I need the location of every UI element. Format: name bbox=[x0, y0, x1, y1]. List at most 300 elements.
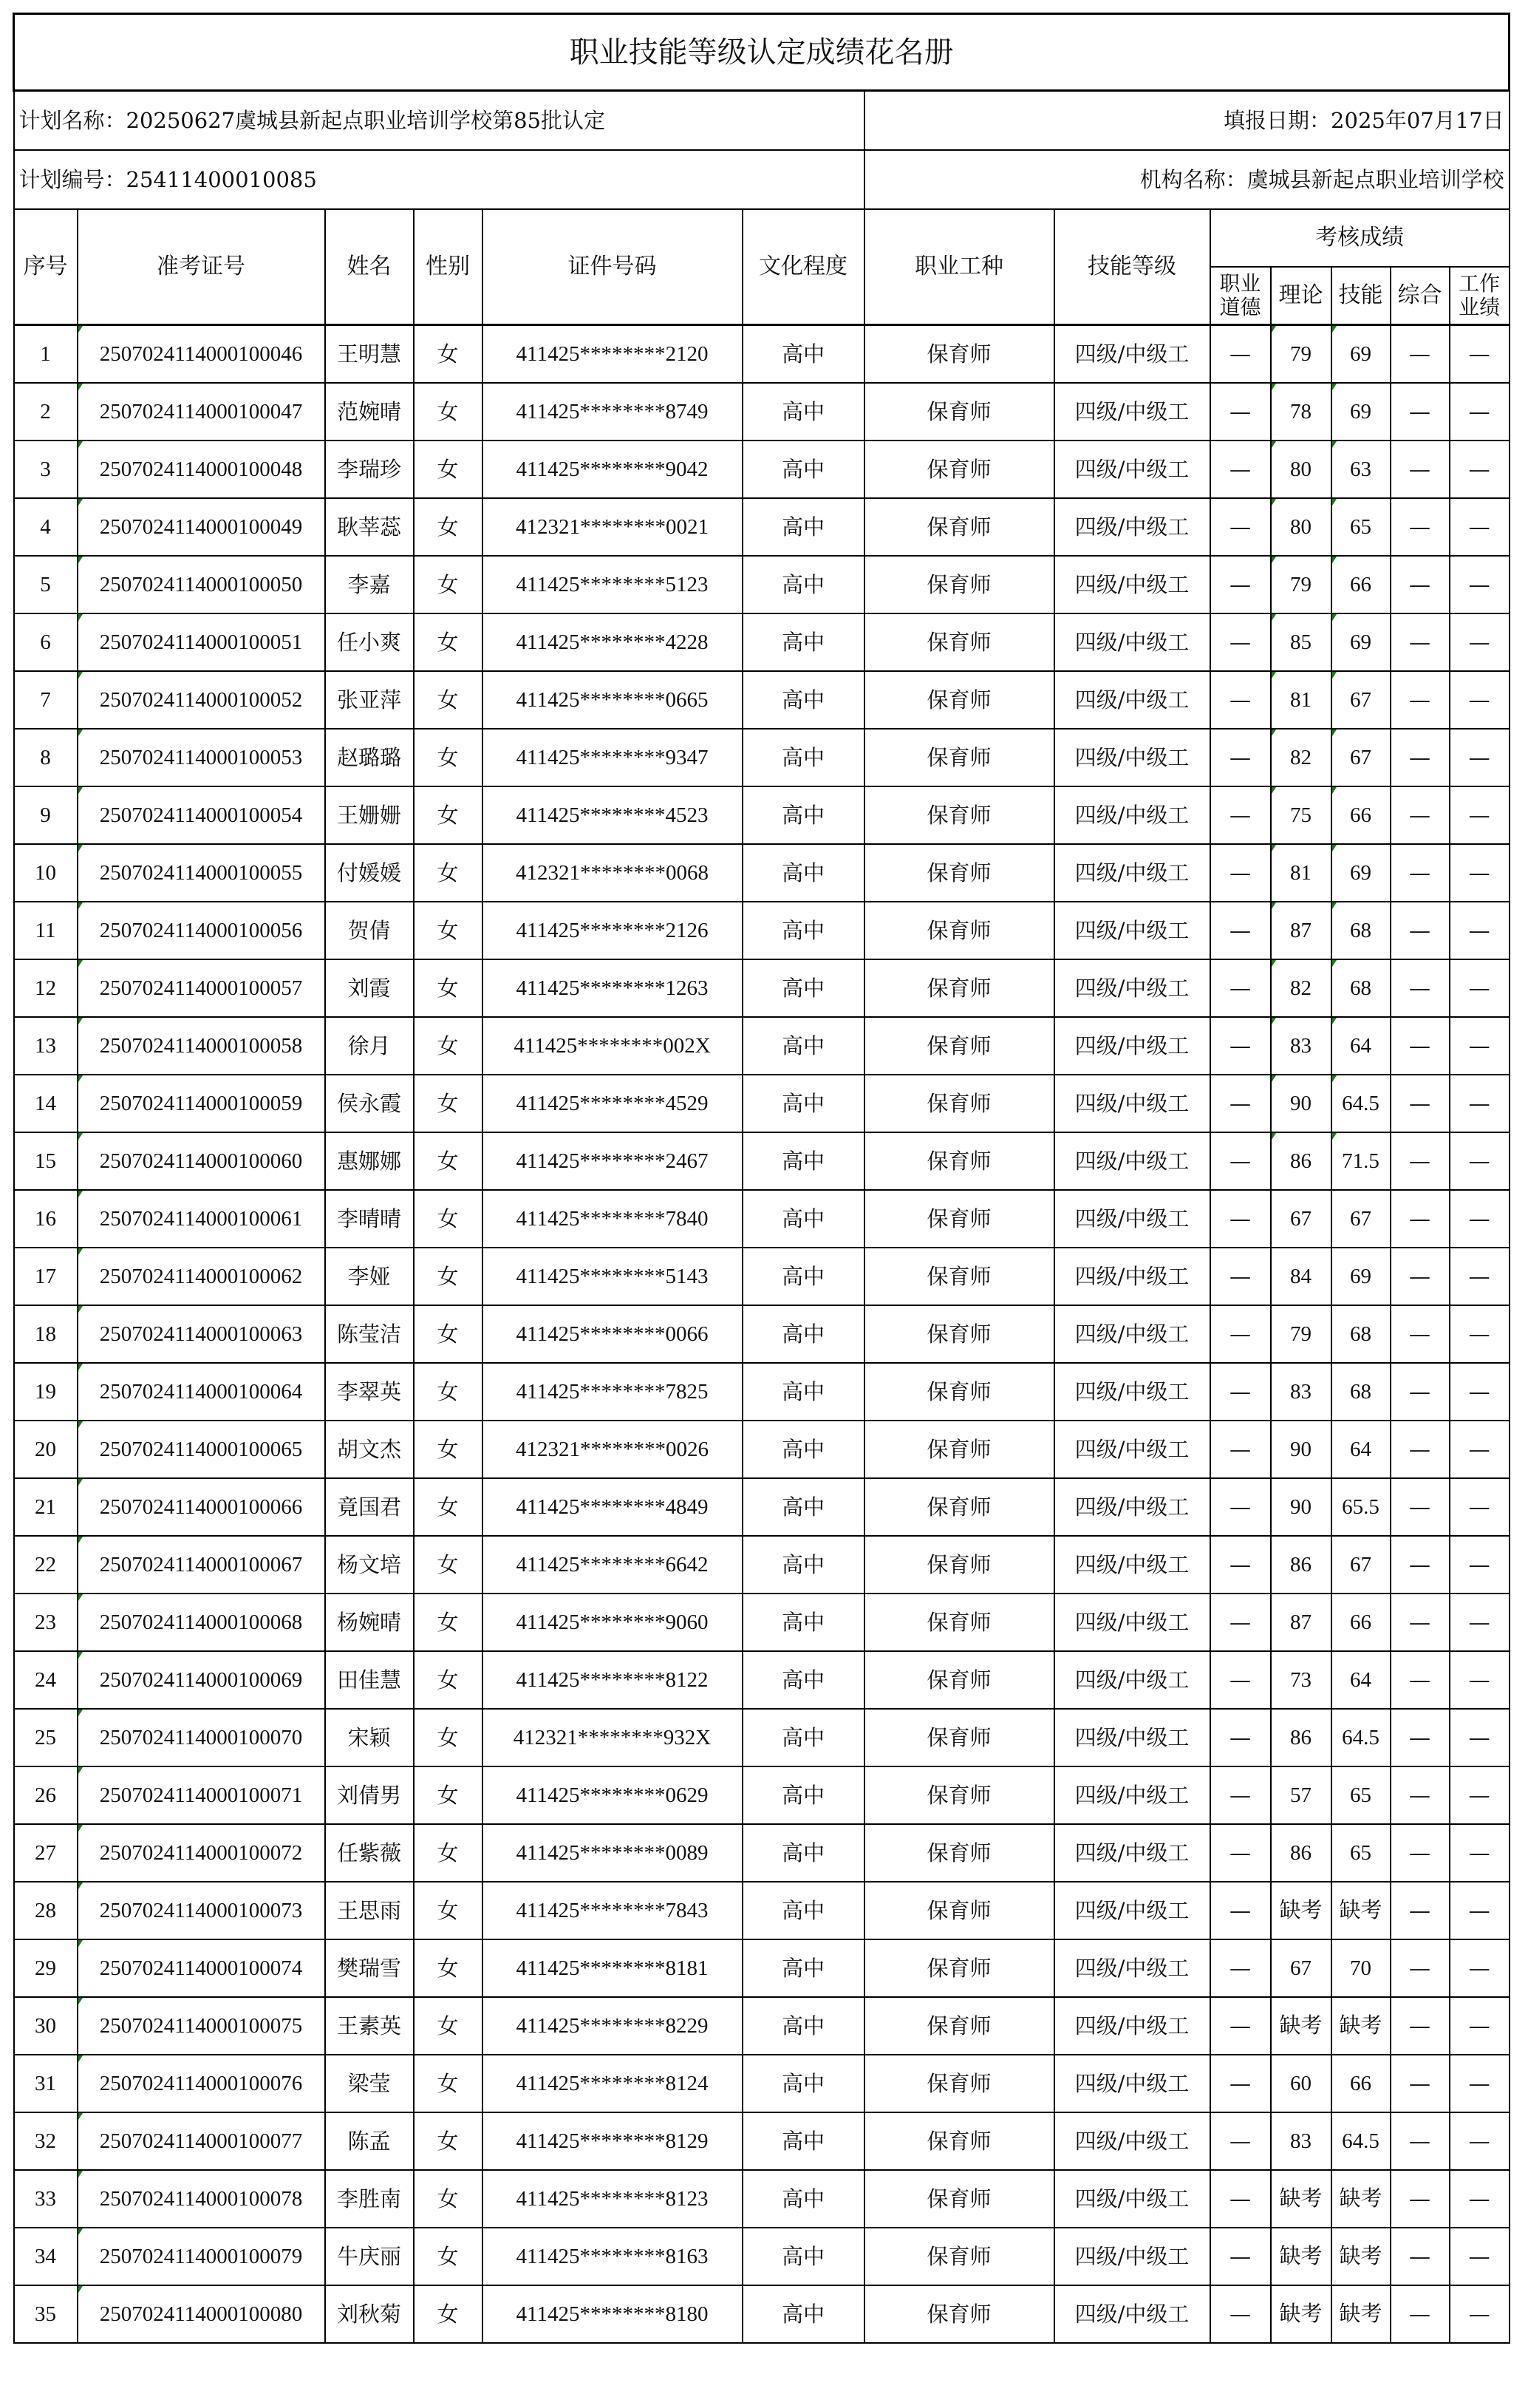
cell-name: 李胜南 bbox=[325, 2170, 414, 2228]
cell-education: 高中 bbox=[743, 844, 864, 902]
cell-skill: 69 bbox=[1331, 325, 1391, 384]
cell-id-number: 411425********8181 bbox=[482, 1939, 743, 1997]
cell-id-number: 411425********9347 bbox=[482, 729, 743, 786]
cell-gender: 女 bbox=[414, 1305, 482, 1363]
cell-exam-id: 2507024114000100069 bbox=[78, 1651, 325, 1709]
cell-skill-level: 四级/中级工 bbox=[1054, 2112, 1210, 2170]
cell-name: 杨婉晴 bbox=[325, 1594, 414, 1651]
cell-work-performance: — bbox=[1450, 2285, 1510, 2343]
cell-theory: 87 bbox=[1271, 1594, 1331, 1651]
cell-name: 李晴晴 bbox=[325, 1190, 414, 1248]
cell-occupation: 保育师 bbox=[864, 671, 1054, 729]
cell-skill: 65.5 bbox=[1331, 1478, 1391, 1536]
cell-work-performance: — bbox=[1450, 1478, 1510, 1536]
cell-ethics: — bbox=[1210, 1478, 1271, 1536]
cell-name: 徐月 bbox=[325, 1017, 414, 1075]
cell-education: 高中 bbox=[743, 1363, 864, 1421]
cell-seq: 16 bbox=[14, 1190, 78, 1248]
cell-theory: 80 bbox=[1271, 498, 1331, 556]
cell-theory: 80 bbox=[1271, 441, 1331, 498]
cell-seq: 13 bbox=[14, 1017, 78, 1075]
table-row bbox=[14, 959, 1510, 1017]
cell-exam-id: 2507024114000100071 bbox=[78, 1766, 325, 1824]
cell-ethics: — bbox=[1210, 325, 1271, 384]
cell-theory: 81 bbox=[1271, 844, 1331, 902]
cell-gender: 女 bbox=[414, 2228, 482, 2285]
cell-gender: 女 bbox=[414, 1132, 482, 1190]
cell-occupation: 保育师 bbox=[864, 2112, 1054, 2170]
cell-comprehensive: — bbox=[1391, 1766, 1450, 1824]
cell-exam-id: 2507024114000100065 bbox=[78, 1421, 325, 1478]
cell-name: 任紫薇 bbox=[325, 1824, 414, 1882]
header-seq: 序号 bbox=[14, 209, 78, 325]
cell-id-number: 411425********7843 bbox=[482, 1882, 743, 1939]
cell-name: 王素英 bbox=[325, 1997, 414, 2055]
cell-exam-id: 2507024114000100063 bbox=[78, 1305, 325, 1363]
cell-name: 梁莹 bbox=[325, 2055, 414, 2112]
cell-ethics: — bbox=[1210, 2228, 1271, 2285]
cell-id-number: 412321********0021 bbox=[482, 498, 743, 556]
cell-ethics: — bbox=[1210, 1248, 1271, 1305]
cell-education: 高中 bbox=[743, 2285, 864, 2343]
cell-skill-level: 四级/中级工 bbox=[1054, 1478, 1210, 1536]
cell-seq: 11 bbox=[14, 902, 78, 959]
cell-exam-id: 2507024114000100058 bbox=[78, 1017, 325, 1075]
cell-comprehensive: — bbox=[1391, 2112, 1450, 2170]
cell-work-performance: — bbox=[1450, 1075, 1510, 1132]
cell-theory: 缺考 bbox=[1271, 1997, 1331, 2055]
cell-work-performance: — bbox=[1450, 786, 1510, 844]
cell-theory: 90 bbox=[1271, 1075, 1331, 1132]
cell-skill-level: 四级/中级工 bbox=[1054, 2228, 1210, 2285]
cell-skill: 69 bbox=[1331, 844, 1391, 902]
cell-exam-id: 2507024114000100056 bbox=[78, 902, 325, 959]
cell-seq: 29 bbox=[14, 1939, 78, 1997]
cell-id-number: 411425********6642 bbox=[482, 1536, 743, 1594]
cell-exam-id: 2507024114000100078 bbox=[78, 2170, 325, 2228]
cell-skill: 缺考 bbox=[1331, 2228, 1391, 2285]
cell-skill-level: 四级/中级工 bbox=[1054, 959, 1210, 1017]
table-row bbox=[14, 1766, 1510, 1824]
cell-gender: 女 bbox=[414, 1651, 482, 1709]
cell-gender: 女 bbox=[414, 325, 482, 384]
cell-gender: 女 bbox=[414, 2285, 482, 2343]
cell-name: 赵璐璐 bbox=[325, 729, 414, 786]
table-row bbox=[14, 786, 1510, 844]
cell-comprehensive: — bbox=[1391, 1075, 1450, 1132]
cell-seq: 23 bbox=[14, 1594, 78, 1651]
cell-ethics: — bbox=[1210, 786, 1271, 844]
cell-exam-id: 2507024114000100047 bbox=[78, 383, 325, 441]
table-row bbox=[14, 1190, 1510, 1248]
cell-seq: 35 bbox=[14, 2285, 78, 2343]
header-comprehensive: 综合 bbox=[1391, 267, 1450, 325]
cell-id-number: 412321********0068 bbox=[482, 844, 743, 902]
cell-ethics: — bbox=[1210, 729, 1271, 786]
cell-name: 张亚萍 bbox=[325, 671, 414, 729]
cell-name: 王思雨 bbox=[325, 1882, 414, 1939]
cell-occupation: 保育师 bbox=[864, 383, 1054, 441]
cell-theory: 75 bbox=[1271, 786, 1331, 844]
cell-exam-id: 2507024114000100053 bbox=[78, 729, 325, 786]
cell-name: 宋颖 bbox=[325, 1709, 414, 1766]
cell-skill: 67 bbox=[1331, 729, 1391, 786]
cell-seq: 4 bbox=[14, 498, 78, 556]
cell-skill: 63 bbox=[1331, 441, 1391, 498]
cell-id-number: 412321********0026 bbox=[482, 1421, 743, 1478]
cell-gender: 女 bbox=[414, 2170, 482, 2228]
cell-comprehensive: — bbox=[1391, 1536, 1450, 1594]
cell-id-number: 411425********5143 bbox=[482, 1248, 743, 1305]
table-row bbox=[14, 1363, 1510, 1421]
cell-comprehensive: — bbox=[1391, 383, 1450, 441]
cell-skill-level: 四级/中级工 bbox=[1054, 1651, 1210, 1709]
cell-skill-level: 四级/中级工 bbox=[1054, 729, 1210, 786]
cell-ethics: — bbox=[1210, 1190, 1271, 1248]
cell-theory: 90 bbox=[1271, 1421, 1331, 1478]
cell-id-number: 411425********5123 bbox=[482, 556, 743, 613]
cell-name: 樊瑞雪 bbox=[325, 1939, 414, 1997]
cell-skill-level: 四级/中级工 bbox=[1054, 1132, 1210, 1190]
cell-exam-id: 2507024114000100046 bbox=[78, 325, 325, 384]
cell-theory: 57 bbox=[1271, 1766, 1331, 1824]
cell-exam-id: 2507024114000100059 bbox=[78, 1075, 325, 1132]
cell-education: 高中 bbox=[743, 729, 864, 786]
cell-skill: 64 bbox=[1331, 1651, 1391, 1709]
cell-occupation: 保育师 bbox=[864, 1709, 1054, 1766]
cell-comprehensive: — bbox=[1391, 613, 1450, 671]
cell-theory: 90 bbox=[1271, 1478, 1331, 1536]
cell-seq: 14 bbox=[14, 1075, 78, 1132]
fill-date: 填报日期：2025年07月17日 bbox=[864, 91, 1510, 151]
cell-exam-id: 2507024114000100076 bbox=[78, 2055, 325, 2112]
cell-comprehensive: — bbox=[1391, 556, 1450, 613]
cell-occupation: 保育师 bbox=[864, 1651, 1054, 1709]
cell-id-number: 411425********8129 bbox=[482, 2112, 743, 2170]
cell-skill: 70 bbox=[1331, 1939, 1391, 1997]
cell-skill: 69 bbox=[1331, 1248, 1391, 1305]
cell-id-number: 411425********8124 bbox=[482, 2055, 743, 2112]
cell-skill-level: 四级/中级工 bbox=[1054, 1882, 1210, 1939]
cell-comprehensive: — bbox=[1391, 2228, 1450, 2285]
cell-skill: 64.5 bbox=[1331, 2112, 1391, 2170]
cell-theory: 78 bbox=[1271, 383, 1331, 441]
cell-occupation: 保育师 bbox=[864, 1997, 1054, 2055]
cell-gender: 女 bbox=[414, 556, 482, 613]
cell-exam-id: 2507024114000100057 bbox=[78, 959, 325, 1017]
cell-id-number: 411425********0665 bbox=[482, 671, 743, 729]
cell-gender: 女 bbox=[414, 786, 482, 844]
cell-id-number: 411425********8180 bbox=[482, 2285, 743, 2343]
cell-name: 刘霞 bbox=[325, 959, 414, 1017]
cell-comprehensive: — bbox=[1391, 2285, 1450, 2343]
cell-skill-level: 四级/中级工 bbox=[1054, 786, 1210, 844]
cell-skill: 68 bbox=[1331, 902, 1391, 959]
cell-id-number: 411425********4849 bbox=[482, 1478, 743, 1536]
cell-skill: 69 bbox=[1331, 383, 1391, 441]
cell-skill-level: 四级/中级工 bbox=[1054, 1939, 1210, 1997]
cell-name: 刘秋菊 bbox=[325, 2285, 414, 2343]
cell-exam-id: 2507024114000100049 bbox=[78, 498, 325, 556]
header-exam-id: 准考证号 bbox=[78, 209, 325, 325]
header-name: 姓名 bbox=[325, 209, 414, 325]
roster-body bbox=[14, 325, 1510, 2344]
cell-skill-level: 四级/中级工 bbox=[1054, 1363, 1210, 1421]
cell-gender: 女 bbox=[414, 959, 482, 1017]
cell-occupation: 保育师 bbox=[864, 1190, 1054, 1248]
table-row bbox=[14, 1536, 1510, 1594]
cell-comprehensive: — bbox=[1391, 959, 1450, 1017]
org-name: 机构名称：虞城县新起点职业培训学校 bbox=[864, 150, 1510, 209]
cell-gender: 女 bbox=[414, 1882, 482, 1939]
cell-theory: 79 bbox=[1271, 556, 1331, 613]
cell-gender: 女 bbox=[414, 1363, 482, 1421]
cell-education: 高中 bbox=[743, 1594, 864, 1651]
header-scores-group: 考核成绩 bbox=[1210, 209, 1510, 267]
cell-ethics: — bbox=[1210, 1882, 1271, 1939]
cell-ethics: — bbox=[1210, 1651, 1271, 1709]
cell-seq: 24 bbox=[14, 1651, 78, 1709]
cell-education: 高中 bbox=[743, 2055, 864, 2112]
cell-skill-level: 四级/中级工 bbox=[1054, 441, 1210, 498]
cell-occupation: 保育师 bbox=[864, 1363, 1054, 1421]
cell-occupation: 保育师 bbox=[864, 1824, 1054, 1882]
cell-occupation: 保育师 bbox=[864, 1017, 1054, 1075]
cell-skill: 69 bbox=[1331, 613, 1391, 671]
table-row bbox=[14, 2170, 1510, 2228]
cell-seq: 15 bbox=[14, 1132, 78, 1190]
cell-skill-level: 四级/中级工 bbox=[1054, 1536, 1210, 1594]
cell-name: 李娅 bbox=[325, 1248, 414, 1305]
header-skill: 技能 bbox=[1331, 267, 1391, 325]
cell-id-number: 411425********8749 bbox=[482, 383, 743, 441]
cell-theory: 86 bbox=[1271, 1536, 1331, 1594]
cell-skill-level: 四级/中级工 bbox=[1054, 2055, 1210, 2112]
cell-skill-level: 四级/中级工 bbox=[1054, 1709, 1210, 1766]
roster-table bbox=[13, 13, 1510, 2344]
table-row bbox=[14, 2285, 1510, 2343]
cell-ethics: — bbox=[1210, 2112, 1271, 2170]
header-education: 文化程度 bbox=[743, 209, 864, 325]
cell-skill-level: 四级/中级工 bbox=[1054, 556, 1210, 613]
cell-comprehensive: — bbox=[1391, 1132, 1450, 1190]
cell-ethics: — bbox=[1210, 1305, 1271, 1363]
cell-skill: 64.5 bbox=[1331, 1075, 1391, 1132]
cell-id-number: 411425********2126 bbox=[482, 902, 743, 959]
cell-occupation: 保育师 bbox=[864, 1248, 1054, 1305]
table-row bbox=[14, 1075, 1510, 1132]
cell-work-performance: — bbox=[1450, 902, 1510, 959]
cell-gender: 女 bbox=[414, 1478, 482, 1536]
cell-comprehensive: — bbox=[1391, 1997, 1450, 2055]
cell-occupation: 保育师 bbox=[864, 2285, 1054, 2343]
cell-theory: 缺考 bbox=[1271, 2285, 1331, 2343]
cell-work-performance: — bbox=[1450, 671, 1510, 729]
cell-exam-id: 2507024114000100067 bbox=[78, 1536, 325, 1594]
cell-education: 高中 bbox=[743, 1824, 864, 1882]
cell-ethics: — bbox=[1210, 959, 1271, 1017]
cell-name: 田佳慧 bbox=[325, 1651, 414, 1709]
cell-theory: 79 bbox=[1271, 1305, 1331, 1363]
cell-seq: 1 bbox=[14, 325, 78, 384]
cell-work-performance: — bbox=[1450, 1363, 1510, 1421]
table-row bbox=[14, 2228, 1510, 2285]
cell-work-performance: — bbox=[1450, 1997, 1510, 2055]
cell-skill-level: 四级/中级工 bbox=[1054, 1997, 1210, 2055]
cell-exam-id: 2507024114000100051 bbox=[78, 613, 325, 671]
cell-comprehensive: — bbox=[1391, 1421, 1450, 1478]
cell-comprehensive: — bbox=[1391, 1017, 1450, 1075]
cell-ethics: — bbox=[1210, 1997, 1271, 2055]
header-theory: 理论 bbox=[1271, 267, 1331, 325]
header-occupation: 职业工种 bbox=[864, 209, 1054, 325]
cell-name: 贺倩 bbox=[325, 902, 414, 959]
cell-comprehensive: — bbox=[1391, 1709, 1450, 1766]
cell-name: 胡文杰 bbox=[325, 1421, 414, 1478]
plan-name: 计划名称：20250627虞城县新起点职业培训学校第85批认定 bbox=[14, 91, 864, 151]
cell-name: 侯永霞 bbox=[325, 1075, 414, 1132]
cell-name: 陈孟 bbox=[325, 2112, 414, 2170]
cell-theory: 83 bbox=[1271, 1363, 1331, 1421]
cell-exam-id: 2507024114000100060 bbox=[78, 1132, 325, 1190]
cell-gender: 女 bbox=[414, 1939, 482, 1997]
cell-ethics: — bbox=[1210, 383, 1271, 441]
cell-skill: 65 bbox=[1331, 498, 1391, 556]
cell-comprehensive: — bbox=[1391, 325, 1450, 384]
table-row bbox=[14, 1882, 1510, 1939]
cell-ethics: — bbox=[1210, 1017, 1271, 1075]
cell-work-performance: — bbox=[1450, 2112, 1510, 2170]
cell-seq: 19 bbox=[14, 1363, 78, 1421]
cell-skill: 缺考 bbox=[1331, 1997, 1391, 2055]
cell-exam-id: 2507024114000100070 bbox=[78, 1709, 325, 1766]
roster-sheet bbox=[13, 13, 1508, 2344]
cell-skill: 缺考 bbox=[1331, 2285, 1391, 2343]
cell-comprehensive: — bbox=[1391, 1305, 1450, 1363]
cell-gender: 女 bbox=[414, 2112, 482, 2170]
header-skill-level: 技能等级 bbox=[1054, 209, 1210, 325]
cell-skill: 68 bbox=[1331, 1363, 1391, 1421]
cell-id-number: 411425********0066 bbox=[482, 1305, 743, 1363]
cell-occupation: 保育师 bbox=[864, 2170, 1054, 2228]
cell-id-number: 411425********0629 bbox=[482, 1766, 743, 1824]
cell-education: 高中 bbox=[743, 902, 864, 959]
cell-skill: 缺考 bbox=[1331, 2170, 1391, 2228]
cell-skill: 67 bbox=[1331, 671, 1391, 729]
cell-theory: 86 bbox=[1271, 1824, 1331, 1882]
header-gender: 性别 bbox=[414, 209, 482, 325]
table-row bbox=[14, 902, 1510, 959]
cell-exam-id: 2507024114000100048 bbox=[78, 441, 325, 498]
plan-id: 计划编号：25411400010085 bbox=[14, 150, 864, 209]
cell-seq: 12 bbox=[14, 959, 78, 1017]
cell-exam-id: 2507024114000100079 bbox=[78, 2228, 325, 2285]
cell-theory: 83 bbox=[1271, 1017, 1331, 1075]
cell-exam-id: 2507024114000100064 bbox=[78, 1363, 325, 1421]
cell-occupation: 保育师 bbox=[864, 1478, 1054, 1536]
cell-gender: 女 bbox=[414, 1997, 482, 2055]
cell-comprehensive: — bbox=[1391, 1824, 1450, 1882]
cell-education: 高中 bbox=[743, 383, 864, 441]
cell-ethics: — bbox=[1210, 1536, 1271, 1594]
cell-gender: 女 bbox=[414, 1248, 482, 1305]
cell-seq: 27 bbox=[14, 1824, 78, 1882]
cell-seq: 3 bbox=[14, 441, 78, 498]
cell-ethics: — bbox=[1210, 556, 1271, 613]
cell-seq: 25 bbox=[14, 1709, 78, 1766]
cell-id-number: 411425********9042 bbox=[482, 441, 743, 498]
cell-skill-level: 四级/中级工 bbox=[1054, 1766, 1210, 1824]
cell-ethics: — bbox=[1210, 1594, 1271, 1651]
cell-occupation: 保育师 bbox=[864, 729, 1054, 786]
cell-skill-level: 四级/中级工 bbox=[1054, 1421, 1210, 1478]
cell-gender: 女 bbox=[414, 671, 482, 729]
cell-work-performance: — bbox=[1450, 1882, 1510, 1939]
cell-id-number: 411425********2120 bbox=[482, 325, 743, 384]
cell-comprehensive: — bbox=[1391, 1248, 1450, 1305]
cell-exam-id: 2507024114000100080 bbox=[78, 2285, 325, 2343]
cell-gender: 女 bbox=[414, 1824, 482, 1882]
cell-work-performance: — bbox=[1450, 844, 1510, 902]
cell-education: 高中 bbox=[743, 325, 864, 384]
cell-work-performance: — bbox=[1450, 1017, 1510, 1075]
cell-seq: 33 bbox=[14, 2170, 78, 2228]
cell-gender: 女 bbox=[414, 1594, 482, 1651]
cell-ethics: — bbox=[1210, 1132, 1271, 1190]
cell-skill-level: 四级/中级工 bbox=[1054, 325, 1210, 384]
cell-ethics: — bbox=[1210, 671, 1271, 729]
cell-name: 付媛媛 bbox=[325, 844, 414, 902]
cell-comprehensive: — bbox=[1391, 902, 1450, 959]
table-row bbox=[14, 2055, 1510, 2112]
cell-education: 高中 bbox=[743, 671, 864, 729]
cell-skill-level: 四级/中级工 bbox=[1054, 1824, 1210, 1882]
cell-seq: 2 bbox=[14, 383, 78, 441]
cell-occupation: 保育师 bbox=[864, 1536, 1054, 1594]
cell-education: 高中 bbox=[743, 498, 864, 556]
cell-id-number: 411425********9060 bbox=[482, 1594, 743, 1651]
cell-name: 李翠英 bbox=[325, 1363, 414, 1421]
cell-work-performance: — bbox=[1450, 383, 1510, 441]
cell-education: 高中 bbox=[743, 1190, 864, 1248]
header-work-performance: 工作业绩 bbox=[1450, 267, 1510, 325]
cell-gender: 女 bbox=[414, 1766, 482, 1824]
cell-education: 高中 bbox=[743, 441, 864, 498]
cell-ethics: — bbox=[1210, 844, 1271, 902]
cell-occupation: 保育师 bbox=[864, 786, 1054, 844]
cell-seq: 10 bbox=[14, 844, 78, 902]
cell-exam-id: 2507024114000100062 bbox=[78, 1248, 325, 1305]
cell-seq: 8 bbox=[14, 729, 78, 786]
cell-comprehensive: — bbox=[1391, 1882, 1450, 1939]
cell-skill: 66 bbox=[1331, 556, 1391, 613]
cell-comprehensive: — bbox=[1391, 1594, 1450, 1651]
cell-id-number: 411425********7825 bbox=[482, 1363, 743, 1421]
cell-work-performance: — bbox=[1450, 1594, 1510, 1651]
cell-theory: 85 bbox=[1271, 613, 1331, 671]
cell-theory: 67 bbox=[1271, 1190, 1331, 1248]
cell-name: 李瑞珍 bbox=[325, 441, 414, 498]
cell-seq: 20 bbox=[14, 1421, 78, 1478]
cell-skill: 64 bbox=[1331, 1017, 1391, 1075]
cell-id-number: 411425********8163 bbox=[482, 2228, 743, 2285]
cell-exam-id: 2507024114000100066 bbox=[78, 1478, 325, 1536]
cell-id-number: 411425********8123 bbox=[482, 2170, 743, 2228]
cell-occupation: 保育师 bbox=[864, 325, 1054, 384]
cell-theory: 缺考 bbox=[1271, 1882, 1331, 1939]
cell-name: 王姗姗 bbox=[325, 786, 414, 844]
table-row bbox=[14, 383, 1510, 441]
